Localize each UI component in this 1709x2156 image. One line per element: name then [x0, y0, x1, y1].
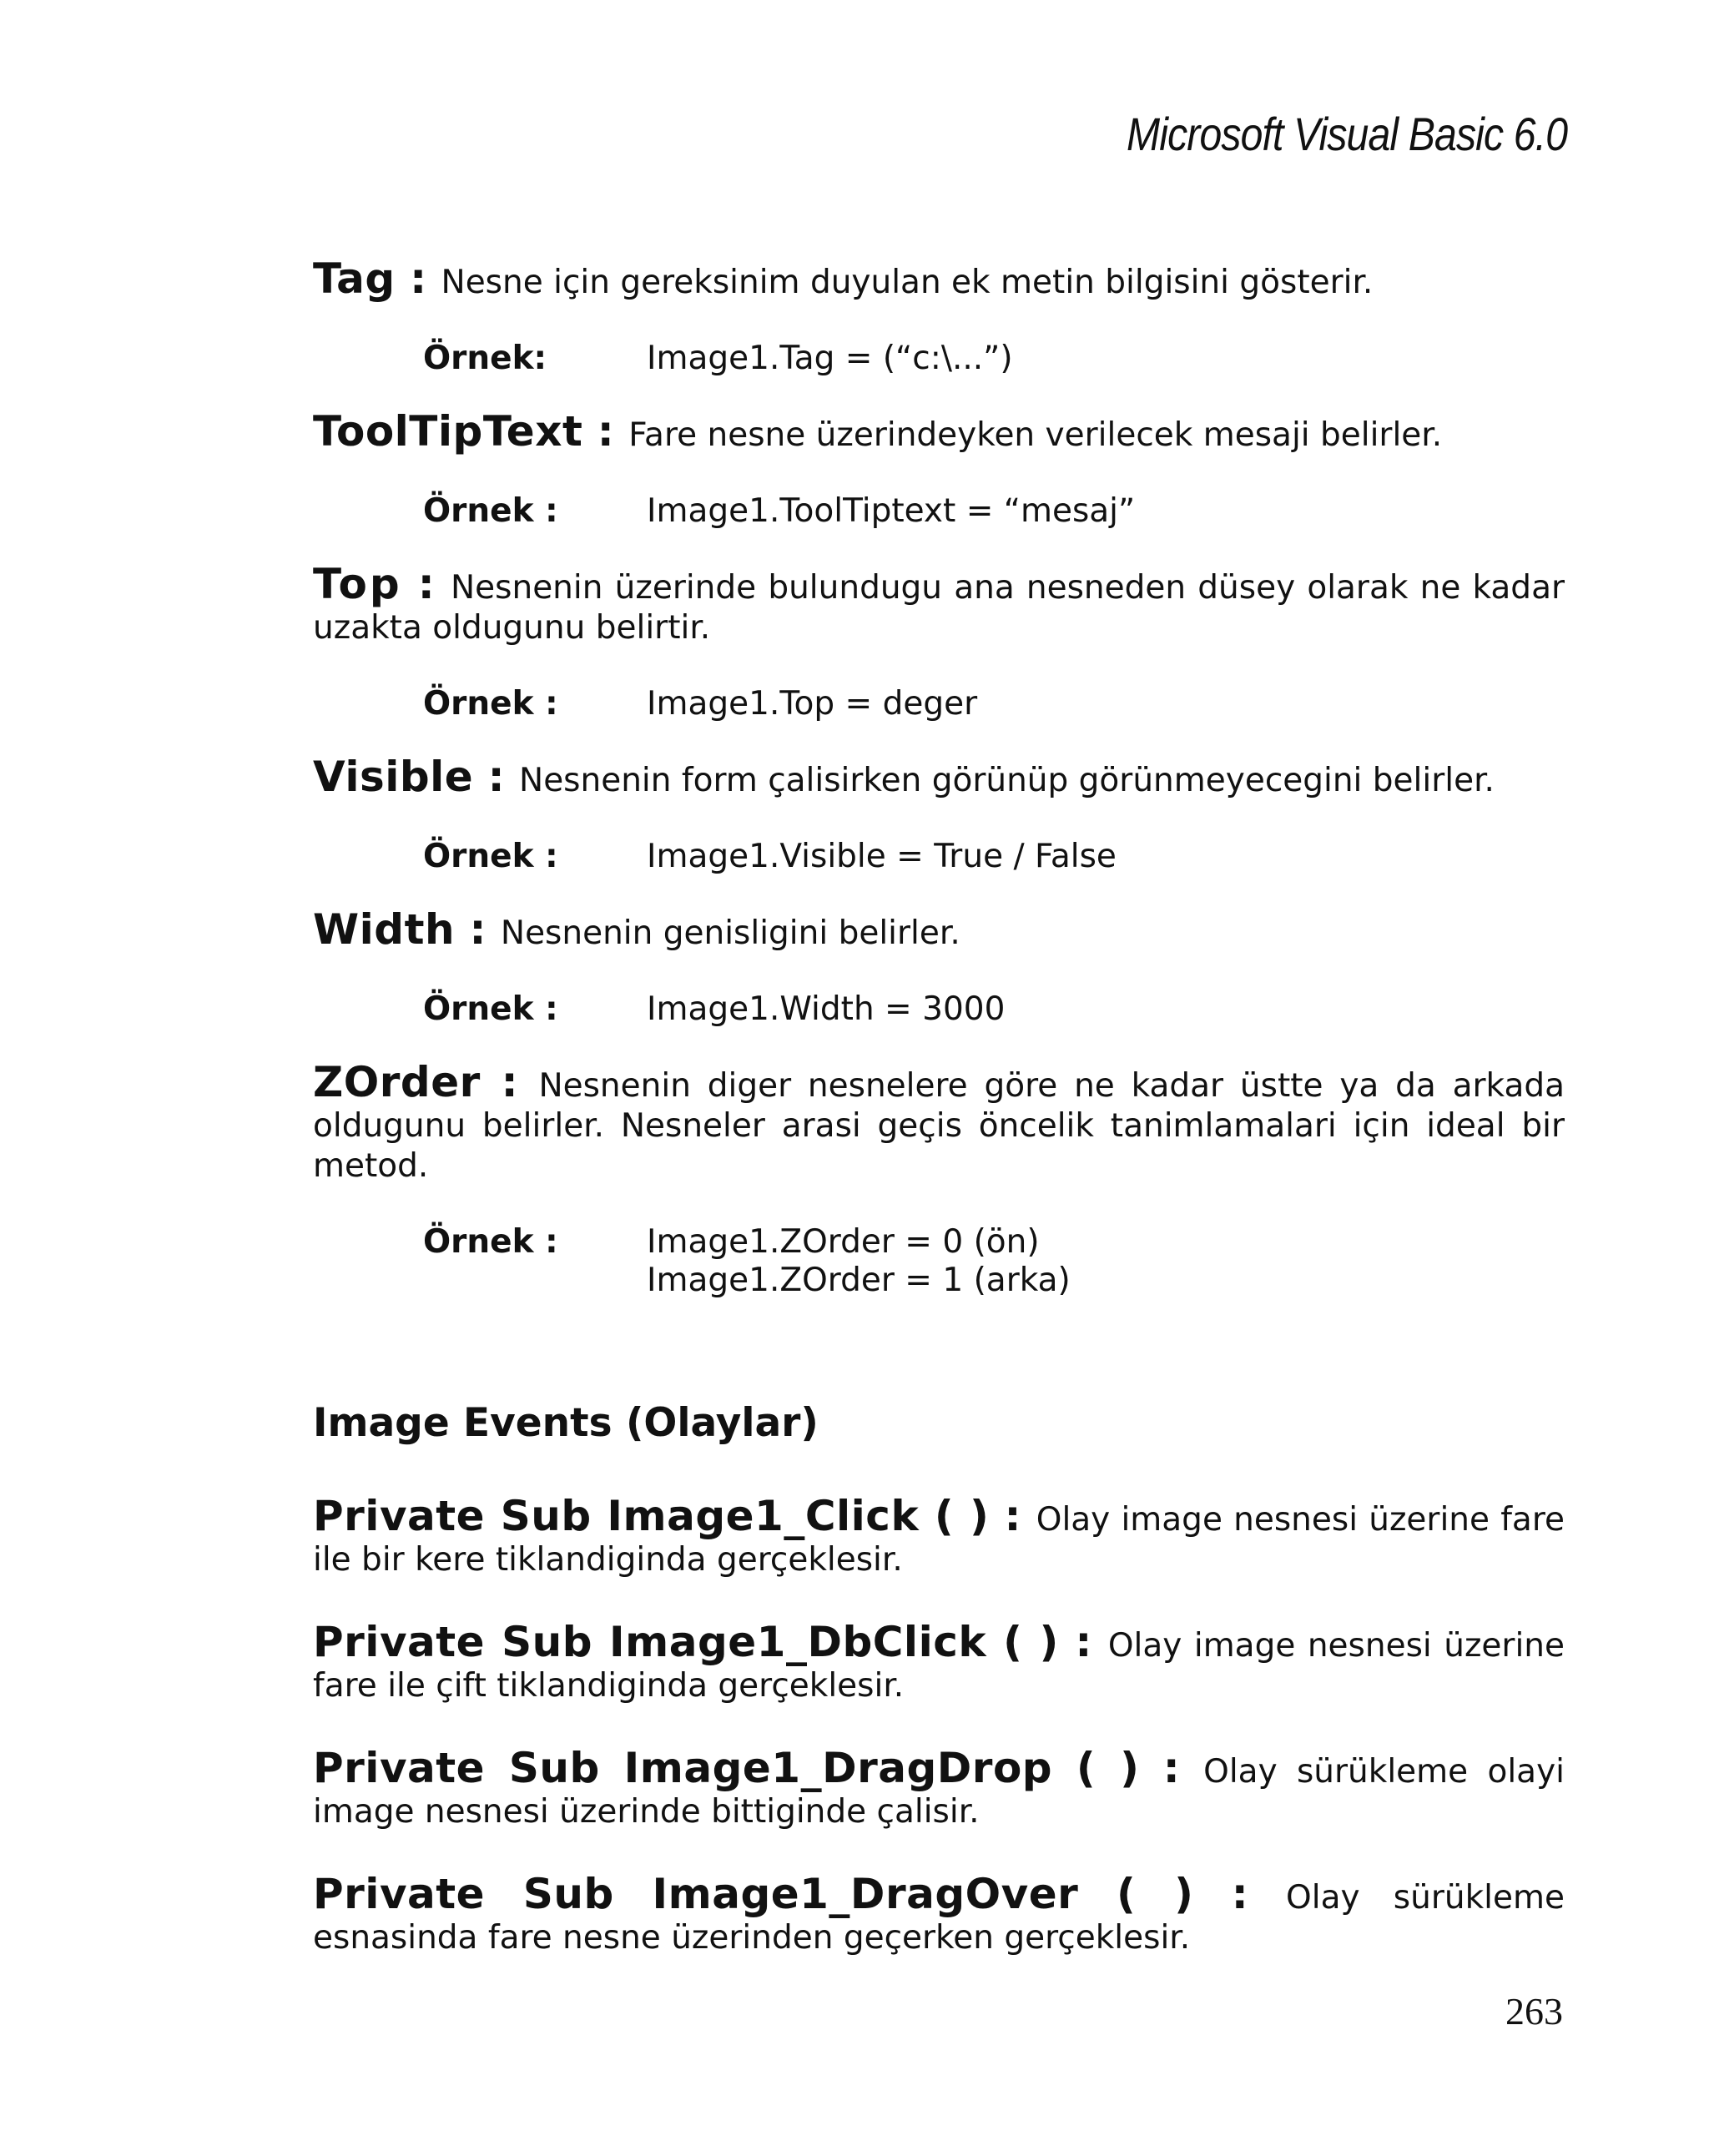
example-label: Örnek : [423, 990, 558, 1028]
code-line: Image1.ZOrder = 1 (arka) [647, 1262, 1071, 1299]
term-separator: : [989, 1492, 1036, 1540]
code-line: Image1.Tag = (“c:\...”) [647, 340, 1013, 377]
description-text: Olay sürükleme olayi image nesnesi üzerinde bittiginde çalisir. [313, 1753, 1565, 1831]
example-code [647, 492, 1135, 531]
term-separator: : [473, 753, 520, 801]
example-label: Örnek : [423, 685, 558, 723]
description-text: Olay sürükleme esnasinda fare nesne üzerinden geçerken gerçeklesir. [313, 1879, 1565, 1957]
event-dragdrop [313, 1744, 1565, 1832]
property-zorder [313, 1058, 1565, 1300]
running-header: Microsoft Visual Basic 6.0 [1126, 108, 1567, 160]
event-term: Private Sub Image1_Click ( ) [313, 1492, 990, 1540]
property-description [313, 905, 1565, 954]
property-tag [313, 254, 1565, 378]
example-block [423, 838, 1565, 876]
example-block [423, 1223, 1565, 1300]
term-separator: : [1139, 1744, 1204, 1792]
code-line: Image1.ToolTiptext = “mesaj” [647, 492, 1136, 530]
property-term: Tag [313, 254, 396, 303]
description-text: Nesnenin diger nesnelere göre ne kadar üstte ya da arkada oldugunu belirler. Nesneler arasi geçis öncelik tanimlamalari için ideal bir metod. [313, 1067, 1565, 1185]
example-code [647, 1223, 1071, 1300]
property-top [313, 560, 1565, 723]
code-line: Image1.Width = 3000 [647, 990, 1006, 1028]
section-title: Image Events (Olaylar) [313, 1400, 819, 1446]
example-label: Örnek : [423, 1223, 558, 1261]
event-description [313, 1618, 1565, 1706]
example-block [423, 492, 1565, 531]
code-line: Image1.Top = deger [647, 685, 978, 723]
property-description [313, 560, 1565, 648]
property-visible [313, 753, 1565, 876]
event-dbclick [313, 1618, 1565, 1706]
property-term: ZOrder [313, 1058, 481, 1106]
example-code [647, 685, 977, 723]
event-click [313, 1492, 1565, 1580]
page-number: 263 [1505, 1990, 1563, 2033]
code-line: Image1.ZOrder = 0 (ön) [647, 1223, 1040, 1261]
example-block [423, 340, 1565, 378]
example-code [647, 838, 1117, 876]
term-separator: : [1058, 1618, 1108, 1666]
description-text: Nesnenin genisligini belirler. [500, 914, 960, 952]
example-label: Örnek : [423, 838, 558, 875]
event-description [313, 1744, 1565, 1832]
term-separator: : [480, 1058, 539, 1106]
description-text: Nesnenin üzerinde bulundugu ana nesneden düsey olarak ne kadar uzakta oldugunu belirtir. [313, 569, 1565, 647]
property-term: ToolTipText [313, 407, 583, 456]
property-width [313, 905, 1565, 1029]
event-description [313, 1870, 1565, 1958]
event-term: Private Sub Image1_DbClick ( ) [313, 1618, 1059, 1666]
property-term: Width [313, 905, 456, 954]
event-term: Private Sub Image1_DragDrop ( ) [313, 1744, 1140, 1792]
example-code [647, 340, 1013, 378]
description-text: Olay image nesnesi üzerine fare ile çift tiklandiginda gerçeklesir. [313, 1627, 1565, 1705]
example-block [423, 990, 1565, 1029]
term-separator: : [401, 560, 451, 608]
term-separator: : [395, 254, 441, 303]
term-separator: : [455, 905, 501, 954]
term-separator: : [582, 407, 629, 456]
description-text: Nesnenin form çalisirken görünüp görünmeyecegini belirler. [519, 762, 1495, 799]
example-label: Örnek: [423, 340, 547, 377]
property-term: Visible [313, 753, 474, 801]
property-description [313, 1058, 1565, 1186]
example-block [423, 685, 1565, 723]
page-content [313, 254, 1565, 2000]
property-term: Top [313, 560, 402, 608]
term-separator: : [1193, 1870, 1287, 1918]
event-dragover [313, 1870, 1565, 1958]
example-label: Örnek : [423, 492, 558, 530]
event-description [313, 1492, 1565, 1580]
example-code [647, 990, 1005, 1029]
code-line: Image1.Visible = True / False [647, 838, 1117, 875]
description-text: Olay image nesnesi üzerine fare ile bir kere tiklandiginda gerçeklesir. [313, 1501, 1565, 1579]
description-text: Fare nesne üzerindeyken verilecek mesaji belirler. [628, 416, 1443, 454]
event-term: Private Sub Image1_DragOver ( ) [313, 1870, 1194, 1918]
property-description [313, 753, 1565, 801]
property-description [313, 407, 1565, 456]
property-tooltiptext [313, 407, 1565, 531]
property-description [313, 254, 1565, 303]
description-text: Nesne için gereksinim duyulan ek metin bilgisini gösterir. [441, 264, 1374, 301]
